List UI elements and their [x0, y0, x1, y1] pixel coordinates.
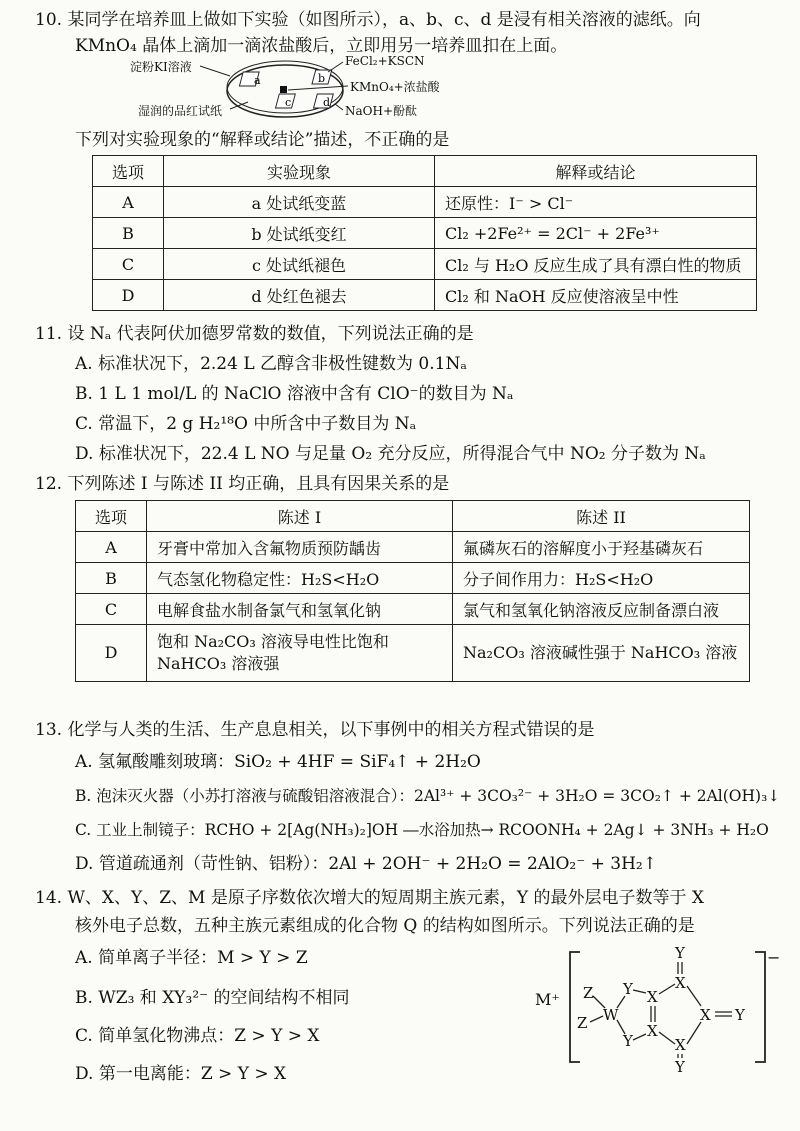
col-statement-1: 陈述 I	[147, 501, 453, 532]
atom-x: X	[675, 974, 686, 992]
atom-y: Y	[675, 1058, 685, 1075]
atom-y: Y	[623, 1032, 633, 1050]
q11-option-d: D. 标准状况下，22.4 L NO 与足量 O₂ 充分反应，所得混合气中 NO₂ 分子数为 Nₐ	[75, 444, 706, 464]
q11-stem: 11. 设 Nₐ 代表阿伏加德罗常数的数值，下列说法正确的是	[35, 324, 474, 344]
q10-table	[92, 155, 757, 311]
q10-line1: 10. 某同学在培养皿上做如下实验（如图所示），a、b、c、d 是浸有相关溶液的滤纸。向	[35, 10, 701, 30]
table-header-row	[76, 501, 750, 532]
table-cell: 电解食盐水制备氯气和氢氧化钠	[147, 594, 453, 625]
table-row	[93, 280, 757, 311]
compound-structure-figure	[535, 940, 785, 1075]
q13-option-b: B. 泡沫灭火器（小苏打溶液与硫酸铝溶液混合）：2Al³⁺ + 3CO₃²⁻ + 3H₂O = 3CO₂↑ + 2Al(OH)₃↓	[75, 787, 781, 805]
table-cell: a 处试纸变蓝	[164, 187, 435, 218]
atom-z: Z	[583, 984, 594, 1002]
table-cell: 氯气和氢氧化钠溶液反应制备漂白液	[453, 594, 750, 625]
table-row	[93, 218, 757, 249]
q13-option-d: D. 管道疏通剂（苛性钠、铝粉）：2Al + 2OH⁻ + 2H₂O = 2AlO₂⁻ + 3H₂↑	[75, 854, 657, 874]
petri-dish-figure	[130, 54, 460, 124]
table-cell: 分子间作用力：H₂S<H₂O	[453, 563, 750, 594]
paper-b: b	[318, 72, 326, 85]
table-header-row	[93, 156, 757, 187]
q14-option-d: D. 第一电离能：Z > Y > X	[75, 1064, 287, 1084]
paper-a: a	[254, 74, 261, 87]
table-cell: Cl₂ 与 H₂O 反应生成了具有漂白性的物质	[435, 249, 757, 280]
table-cell: Na₂CO₃ 溶液碱性强于 NaHCO₃ 溶液	[453, 625, 750, 682]
q13-stem: 13. 化学与人类的生活、生产息息相关，以下事例中的相关方程式错误的是	[35, 720, 595, 740]
label-fecl2-kscn: FeCl₂+KSCN	[345, 54, 425, 68]
table-cell: 牙膏中常加入含氟物质预防龋齿	[147, 532, 453, 563]
atom-x: X	[647, 1022, 658, 1040]
table-row	[76, 594, 750, 625]
table-cell: D	[76, 625, 147, 682]
q12-stem: 12. 下列陈述 I 与陈述 II 均正确，且具有因果关系的是	[35, 474, 450, 494]
table-row	[76, 532, 750, 563]
atom-y: Y	[735, 1006, 745, 1024]
atom-y: Y	[675, 944, 685, 962]
q14-option-a: A. 简单离子半径：M > Y > Z	[75, 948, 308, 968]
table-cell: C	[93, 249, 164, 280]
table-row	[93, 187, 757, 218]
q11-option-a: A. 标准状况下，2.24 L 乙醇含非极性键数为 0.1Nₐ	[75, 354, 467, 374]
col-option: 选项	[93, 156, 164, 187]
q14-line1: 14. W、X、Y、Z、M 是原子序数依次增大的短周期主族元素，Y 的最外层电子数等于 X	[35, 888, 704, 908]
cation-label: M⁺	[535, 990, 560, 1009]
table-row	[76, 625, 750, 682]
table-row	[93, 249, 757, 280]
table-cell: c 处试纸褪色	[164, 249, 435, 280]
q14-option-c: C. 简单氢化物沸点：Z > Y > X	[75, 1026, 320, 1046]
atom-w: W	[603, 1006, 619, 1024]
q14-line2: 核外电子总数，五种主族元素组成的化合物 Q 的结构如图所示。下列说法正确的是	[75, 916, 695, 936]
table-cell: B	[93, 218, 164, 249]
atom-x: X	[647, 988, 658, 1006]
atom-y: Y	[623, 980, 633, 998]
col-explanation: 解释或结论	[435, 156, 757, 187]
atom-x: X	[700, 1006, 711, 1024]
table-cell: 气态氢化物稳定性：H₂S<H₂O	[147, 563, 453, 594]
kmno4-crystal	[280, 86, 287, 93]
q13-option-a: A. 氢氟酸雕刻玻璃：SiO₂ + 4HF = SiF₄↑ + 2H₂O	[75, 752, 481, 772]
col-option: 选项	[76, 501, 147, 532]
table-cell: D	[93, 280, 164, 311]
label-magenta-paper: 湿润的品红试纸	[138, 104, 223, 118]
charge-label: −	[767, 948, 781, 967]
paper-d: d	[323, 96, 331, 109]
label-starch-ki: 淀粉KI溶液	[130, 60, 192, 74]
q10-line2: KMnO₄ 晶体上滴加一滴浓盐酸后，立即用另一培养皿扣在上面。	[75, 36, 568, 56]
structure-drawing	[535, 940, 785, 1075]
col-statement-2: 陈述 II	[453, 501, 750, 532]
atom-z: Z	[577, 1014, 588, 1032]
atom-x: X	[675, 1036, 686, 1054]
q11-option-b: B. 1 L 1 mol/L 的 NaClO 溶液中含有 ClO⁻的数目为 Nₐ	[75, 384, 514, 404]
table-cell: d 处红色褪去	[164, 280, 435, 311]
table-cell: 还原性：I⁻ > Cl⁻	[435, 187, 757, 218]
table-cell: B	[76, 563, 147, 594]
table-cell: 氟磷灰石的溶解度小于羟基磷灰石	[453, 532, 750, 563]
q11-option-c: C. 常温下，2 g H₂¹⁸O 中所含中子数目为 Nₐ	[75, 414, 417, 434]
table-cell: b 处试纸变红	[164, 218, 435, 249]
table-cell: C	[76, 594, 147, 625]
table-cell: A	[76, 532, 147, 563]
q12-table	[75, 500, 750, 682]
q10-prompt: 下列对实验现象的“解释或结论”描述，不正确的是	[75, 130, 450, 150]
table-cell: A	[93, 187, 164, 218]
q13-option-c: C. 工业上制镜子：RCHO + 2[Ag(NH₃)₂]OH ―水浴加热→ RCOONH₄ + 2Ag↓ + 3NH₃ + H₂O	[75, 821, 769, 839]
table-row	[76, 563, 750, 594]
table-cell: Cl₂ +2Fe²⁺ = 2Cl⁻ + 2Fe³⁺	[435, 218, 757, 249]
col-phenomenon: 实验现象	[164, 156, 435, 187]
q14-option-b: B. WZ₃ 和 XY₃²⁻ 的空间结构不相同	[75, 988, 350, 1008]
table-cell: Cl₂ 和 NaOH 反应使溶液呈中性	[435, 280, 757, 311]
paper-c: c	[285, 96, 292, 109]
petri-dish-drawing	[130, 54, 460, 124]
table-cell: 饱和 Na₂CO₃ 溶液导电性比饱和 NaHCO₃ 溶液强	[147, 625, 453, 682]
label-naoh-phenol: NaOH+酚酞	[345, 104, 418, 118]
label-kmno4-hcl: KMnO₄+浓盐酸	[350, 80, 440, 94]
